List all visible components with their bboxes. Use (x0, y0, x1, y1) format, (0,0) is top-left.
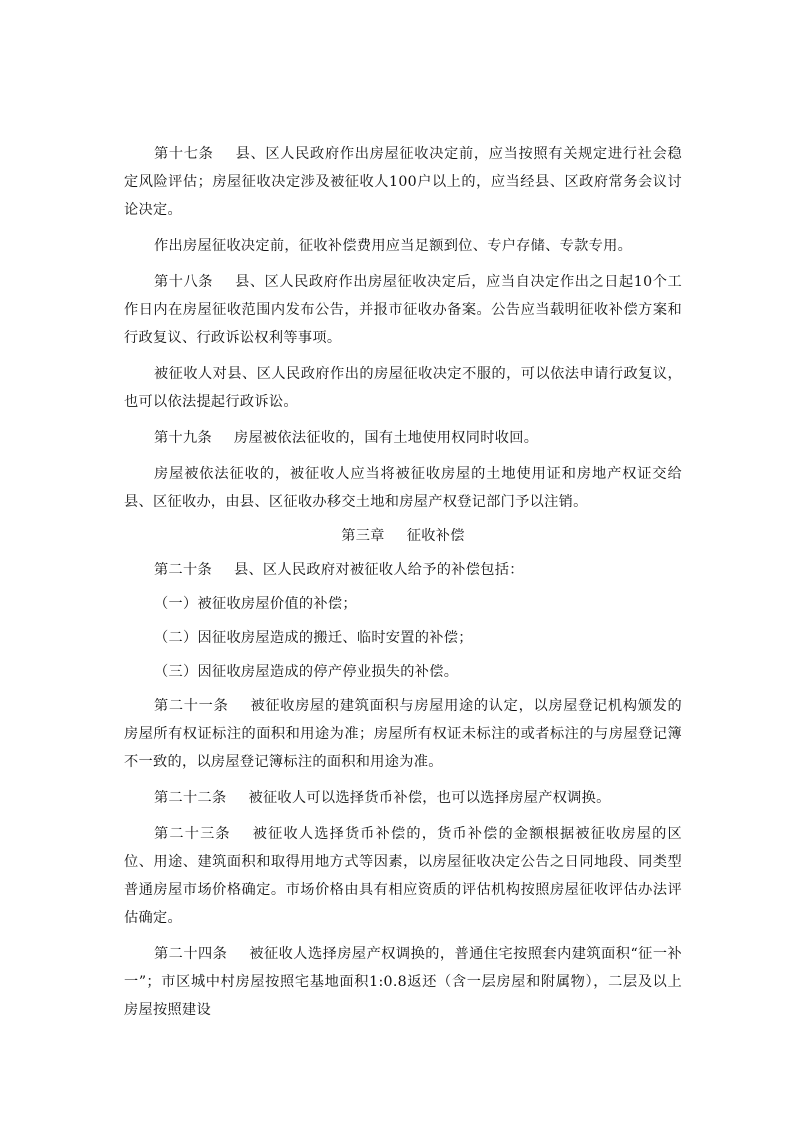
article-number: 第十八条 (154, 274, 214, 290)
chapter-title: 征收补偿 (406, 528, 465, 544)
list-item: （一）被征收房屋价值的补偿； (154, 596, 357, 612)
article-text: 县、区人民政府对被征收人给予的补偿包括： (233, 562, 524, 578)
article-number: 第二十三条 (154, 826, 231, 842)
article-18-paragraph (124, 268, 682, 352)
article-text: 房屋被依法征收的，国有土地使用权同时收回。 (233, 430, 539, 446)
list-item: （二）因征收房屋造成的搬迁、临时安置的补偿； (154, 630, 473, 646)
article-text: 县、区人民政府作出房屋征收决定前，应当按照有关规定进行社会稳定风险评估；房屋征收决定涉及被征收人100户以上的，应当经县、区政府常务会议讨论决定。 (124, 146, 682, 218)
chapter-number: 第三章 (341, 528, 385, 544)
article-text: 县、区人民政府作出房屋征收决定后，应当自决定作出之日起10个工作日内在房屋征收范围内发布公告，并报市征收办备案。公告应当载明征收补偿方案和行政复议、行政诉讼权利等事项。 (124, 274, 682, 346)
article-text: 被征收人对县、区人民政府作出的房屋征收决定不服的，可以依法申请行政复议，也可以依法提起行政诉讼。 (124, 366, 682, 410)
article-number: 第二十一条 (154, 698, 229, 714)
article-text: 被征收人选择货币补偿的，货币补偿的金额根据被征收房屋的区位、用途、建筑面积和取得用地方式等因素，以房屋征收决定公告之日同地段、同类型普通房屋市场价格确定。市场价格由具有相应资质的评估机构按照房屋征收评估办法评估确定。 (124, 826, 682, 926)
article-17-paragraph (124, 140, 682, 224)
chapter-heading (124, 522, 682, 550)
article-22-paragraph (124, 784, 682, 812)
article-23-paragraph (124, 820, 682, 932)
article-text: 作出房屋征收决定前，征收补偿费用应当足额到位、专户存储、专款专用。 (154, 238, 633, 254)
article-number: 第十九条 (154, 430, 212, 446)
article-number: 第二十四条 (154, 946, 228, 962)
list-item: （三）因征收房屋造成的停产停业损失的补偿。 (154, 664, 459, 680)
article-17-paragraph-2 (124, 232, 682, 260)
article-number: 第二十二条 (154, 790, 227, 806)
article-19-paragraph-2 (124, 460, 682, 516)
article-number: 第十七条 (154, 146, 214, 162)
article-number: 第二十条 (154, 562, 212, 578)
article-text: 被征收人选择房屋产权调换的，普通住宅按照套内建筑面积“征一补一”；市区城中村房屋按照宅基地面积1:0.8返还（含一层房屋和附属物），二层及以上房屋按照建设 (124, 946, 682, 1018)
article-20-paragraph (124, 556, 682, 584)
article-text: 被征收房屋的建筑面积与房屋用途的认定，以房屋登记机构颁发的房屋所有权证标注的面积和用途为准；房屋所有权证未标注的或者标注的与房屋登记簿不一致的，以房屋登记簿标注的面积和用途为准。 (124, 698, 682, 770)
article-text: 房屋被依法征收的，被征收人应当将被征收房屋的土地使用证和房地产权证交给县、区征收办，由县、区征收办移交土地和房屋产权登记部门予以注销。 (124, 466, 682, 510)
document-body (124, 140, 682, 1032)
article-text: 被征收人可以选择货币补偿，也可以选择房屋产权调换。 (248, 790, 611, 806)
article-18-paragraph-2 (124, 360, 682, 416)
article-21-paragraph (124, 692, 682, 776)
article-19-paragraph (124, 424, 682, 452)
article-24-paragraph (124, 940, 682, 1024)
